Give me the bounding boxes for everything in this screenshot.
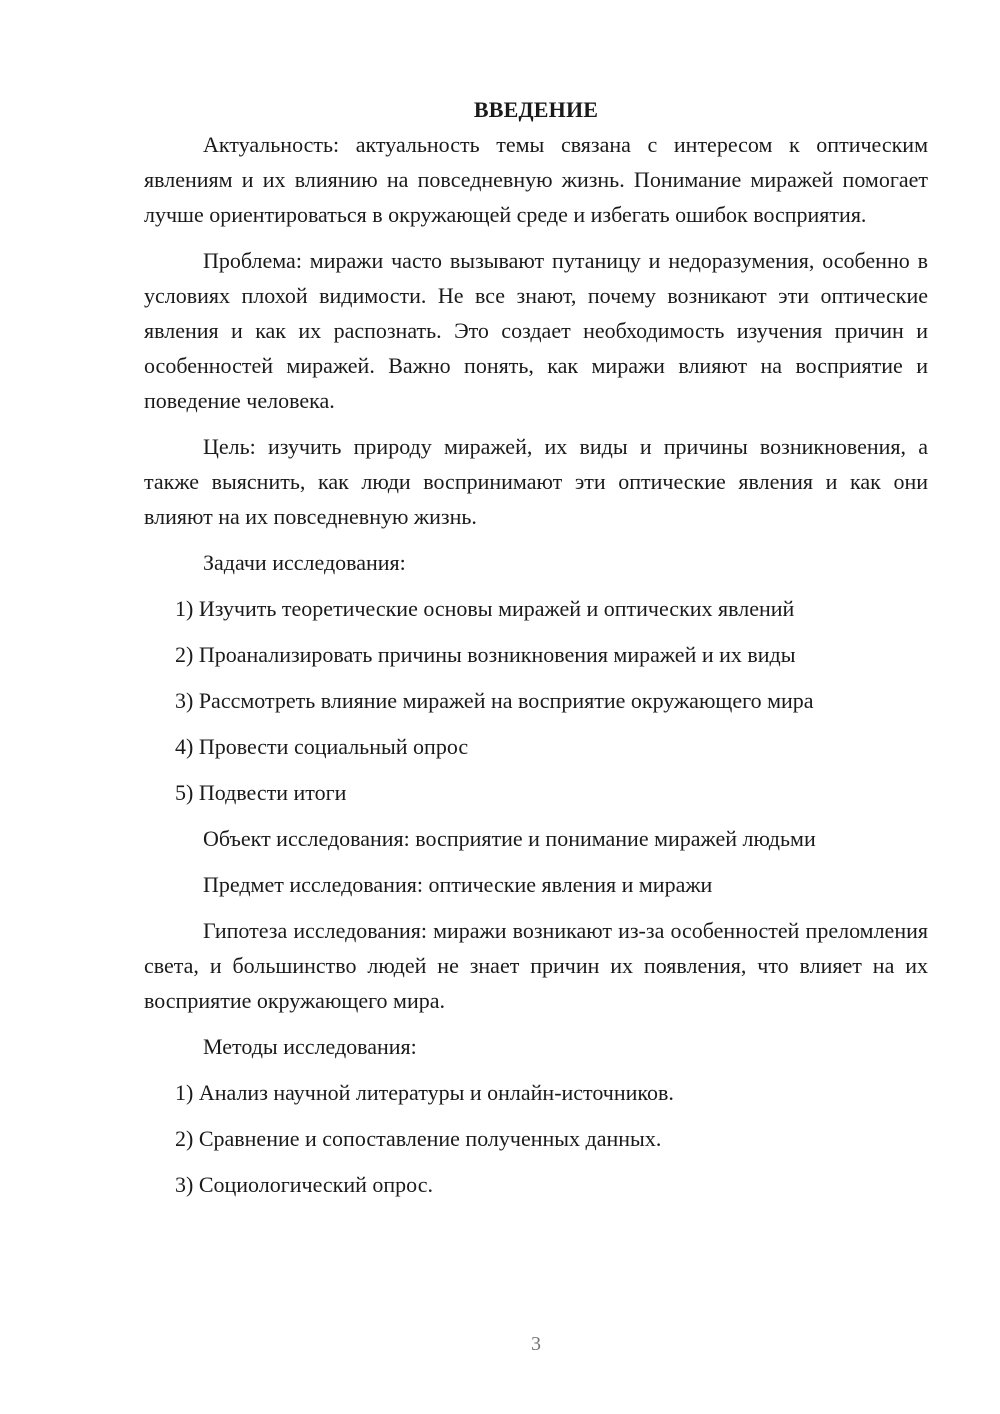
- methods-list: [144, 1075, 928, 1202]
- list-item: 1) Анализ научной литературы и онлайн-источников.: [175, 1080, 674, 1105]
- object-paragraph: Объект исследования: восприятие и понимание миражей людьми: [203, 826, 816, 851]
- list-item: 3) Социологический опрос.: [175, 1172, 433, 1197]
- section-title: ВВЕДЕНИЕ: [473, 97, 599, 122]
- problem-paragraph: Проблема: миражи часто вызывают путаницу и недоразумения, особенно в условиях плохой видимости. Не все знают, почему возникают эти оптические явления и как их распознать. Это создает необходимость изучения причин и особенностей миражей. Важно понять, как миражи влияют на восприятие и поведение человека.: [144, 248, 928, 413]
- relevance-paragraph: Актуальность: актуальность темы связана с интересом к оптическим явлениям и их влиянию на повседневную жизнь. Понимание миражей помогает лучше ориентироваться в окружающей среде и избегать ошибок восприятия.: [144, 132, 928, 227]
- list-item: 5) Подвести итоги: [175, 780, 347, 805]
- page-content: [144, 92, 928, 1213]
- goal-paragraph: Цель: изучить природу миражей, их виды и причины возникновения, а также выяснить, как люди воспринимают эти оптические явления и как они влияют на их повседневную жизнь.: [144, 434, 928, 529]
- list-item: 3) Рассмотреть влияние миражей на восприятие окружающего мира: [175, 688, 814, 713]
- subject-paragraph: Предмет исследования: оптические явления и миражи: [203, 872, 713, 897]
- hypothesis-paragraph: Гипотеза исследования: миражи возникают из-за особенностей преломления света, и большинство людей не знает причин их появления, что влияет на их восприятие окружающего мира.: [144, 918, 928, 1013]
- page-number: 3: [531, 1333, 541, 1355]
- tasks-heading: Задачи исследования:: [203, 550, 406, 575]
- tasks-list: [144, 591, 928, 810]
- list-item: 4) Провести социальный опрос: [175, 734, 469, 759]
- methods-heading: Методы исследования:: [203, 1034, 417, 1059]
- list-item: 1) Изучить теоретические основы миражей и оптических явлений: [175, 596, 795, 621]
- list-item: 2) Сравнение и сопоставление полученных данных.: [175, 1126, 662, 1151]
- list-item: 2) Проанализировать причины возникновения миражей и их виды: [175, 642, 796, 667]
